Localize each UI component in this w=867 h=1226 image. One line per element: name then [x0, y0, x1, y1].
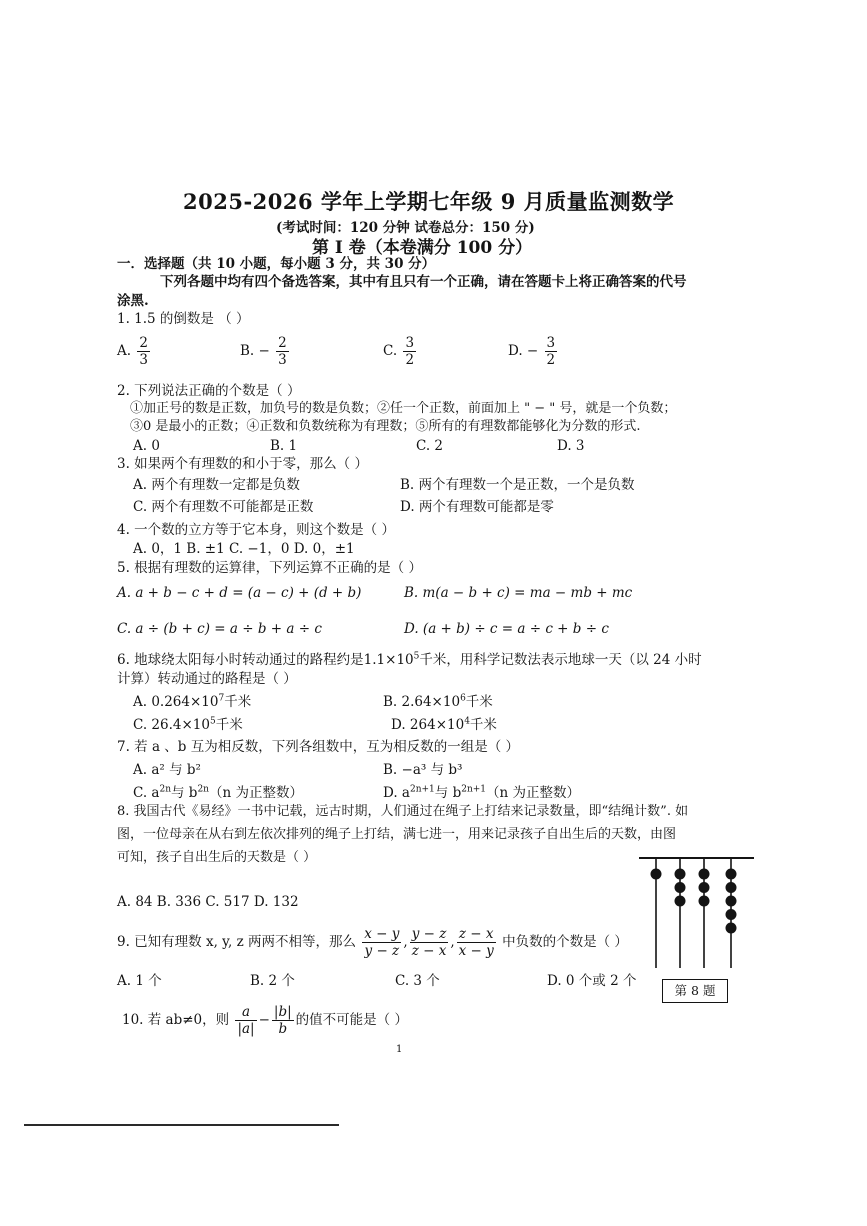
question-7-option-d: D. $a^{2n+1}$与 $b^{2n+1}(n$ 为正整数）: [383, 784, 581, 801]
fraction: $\frac{|b|}{b}$: [273, 1004, 292, 1037]
question-5-stem: 5. 根据有理数的运算律，下列运算不正确的是（ ）: [117, 560, 422, 576]
question-6-option-b: B. $2.64\times 10^6$千米: [383, 693, 493, 710]
rope-knot: [726, 869, 737, 880]
rope-knot: [726, 909, 737, 920]
question-3-option-c: C. 两个有理数不可能都是正数: [133, 499, 314, 515]
fraction: $\frac{z - x}{x - y}$: [458, 926, 494, 959]
fraction: $\frac{2}{3}$: [139, 335, 148, 368]
question-3-option-d: D. 两个有理数可能都是零: [400, 499, 554, 515]
question-1-option-a: A. $\frac{2}{3}$: [117, 335, 148, 368]
question-1-option-b: B. − $\frac{2}{3}$: [240, 335, 287, 368]
question-6-stem: 6. 地球绕太阳每小时转动通过的路程约是$1.1\times 10^5$千米，用科学记数法表示地球一天（以 24 小时: [117, 651, 702, 668]
question-9-option-b: B. 2 个: [250, 973, 295, 989]
question-1-option-d: D. − $\frac{3}{2}$: [508, 335, 556, 368]
question-6-option-d: D. $264\times 10^4$千米: [391, 716, 497, 733]
question-4-stem: 4. 一个数的立方等于它本身，则这个数是（ ）: [117, 522, 395, 538]
section-instruction: 下列各题中均有四个备选答案，其中有且只有一个正确，请在答题卡上将正确答案的代号: [160, 274, 687, 290]
rope-knot: [651, 869, 662, 880]
volume-heading: 第 I 卷（本卷满分 100 分）: [312, 238, 533, 258]
question-5-option-b: B. m(a − b + c) = ma − mb + mc: [404, 585, 633, 601]
question-6-option-c: C. $26.4\times 10^5$千米: [133, 716, 243, 733]
question-8-stem-cont-1: 图，一位母亲在从右到左依次排列的绳子上打结，满七进一，用来记录孩子自出生后的天数，由图: [117, 827, 677, 842]
question-2-option-c: C. 2: [416, 438, 444, 454]
question-3-stem: 3. 如果两个有理数的和小于零，那么（ ）: [117, 456, 368, 472]
fraction: $\frac{3}{2}$: [405, 335, 415, 368]
exam-info: (考试时间：120 分钟 试卷总分：150 分): [276, 220, 535, 236]
knot-rope-figure: [638, 852, 758, 976]
question-8-stem: 8. 我国古代《易经》一书中记载，远古时期，人们通过在绳子上打结来记录数量，即“结绳计数”. 如: [117, 804, 689, 819]
question-2-option-d: D. 3: [557, 438, 585, 454]
question-4-options: A. 0，1 B. ±1 C. −1，0 D. 0，±1: [133, 541, 355, 557]
question-9-option-d: D. 0 个或 2 个: [547, 973, 637, 989]
section-instruction-cont: 涂黑.: [117, 293, 149, 309]
question-2-statements-2: ③0 是最小的正数；④正数和负数统称为有理数；⑤所有的有理数都能够化为分数的形式.: [130, 419, 641, 434]
question-3-option-b: B. 两个有理数一个是正数，一个是负数: [400, 477, 635, 493]
question-9-option-a: A. 1 个: [117, 973, 162, 989]
question-6-stem-cont: 计算）转动通过的路程是（ ）: [117, 671, 297, 687]
figure-caption: 第 8 题: [662, 979, 728, 1003]
rope-knot: [699, 882, 710, 893]
rope-knot: [675, 882, 686, 893]
question-2-statements-1: ①加正号的数是正数，加负号的数是负数；②任一个正数，前面加上 " − " 号，就是一个负数；: [130, 401, 677, 416]
rope-knot: [675, 896, 686, 907]
rope-knot: [699, 869, 710, 880]
fraction: $\frac{2}{3}$: [278, 335, 287, 368]
question-1-stem: 1. 1.5 的倒数是 （ ）: [117, 311, 250, 327]
section-title: 一．选择题（共 10 小题，每小题 3 分，共 30 分）: [117, 256, 436, 272]
question-7-option-b: B. −a³ 与 b³: [383, 762, 463, 778]
fraction: $\frac{a}{|a|}$: [237, 1004, 255, 1037]
rope-knot: [726, 896, 737, 907]
question-2-option-a: A. 0: [133, 438, 160, 454]
rope-knot: [726, 923, 737, 934]
question-6-option-a: A. $0.264\times 10^7$千米: [133, 693, 252, 710]
question-7-option-c: C. $a^{2n}$与 $b^{2n}(n$ 为正整数）: [133, 784, 303, 801]
rope-knot: [675, 869, 686, 880]
page-number: 1: [396, 1044, 403, 1055]
question-3-option-a: A. 两个有理数一定都是负数: [133, 477, 300, 493]
question-8-options: A. 84 B. 336 C. 517 D. 132: [117, 894, 299, 910]
rope-knot: [699, 896, 710, 907]
question-1-option-c: C. $\frac{3}{2}$: [383, 335, 415, 368]
question-2-option-b: B. 1: [270, 438, 298, 454]
fraction: $\frac{x - y}{y - z}$: [364, 926, 400, 959]
question-9-stem: 9. 已知有理数 x, y, z 两两不相等，那么 $\frac{x - y}{y - z}$ , $\frac{y - z}{z - x}$ , $\frac{z - x}{x - y}$ 中负数的个数是（ ）: [117, 926, 628, 959]
question-5-option-c: C. a ÷ (b + c) = a ÷ b + a ÷ c: [117, 621, 322, 637]
question-5-option-a: A. a + b − c + d = (a − c) + (d + b): [117, 585, 362, 601]
question-5-option-d: D. (a + b) ÷ c = a ÷ c + b ÷ c: [404, 621, 609, 637]
question-7-stem: 7. 若 a 、b 互为相反数，下列各组数中，互为相反数的一组是（ ）: [117, 739, 520, 755]
question-10-stem: 10. 若 ab≠0，则 $\frac{a}{|a|}$ − $\frac{|b|}{b}$ 的值不可能是（ ）: [122, 1004, 408, 1037]
rope-knot: [726, 882, 737, 893]
question-2-stem: 2. 下列说法正确的个数是（ ）: [117, 383, 301, 399]
page-bottom-rule: [24, 1124, 339, 1126]
question-9-option-c: C. 3 个: [395, 973, 440, 989]
exam-title: 2025-2026 学年上学期七年级 9 月质量监测数学: [183, 189, 675, 214]
question-7-option-a: A. a² 与 b²: [133, 762, 201, 778]
question-8-stem-cont-2: 可知，孩子自出生后的天数是（ ）: [117, 850, 317, 865]
fraction: $\frac{3}{2}$: [546, 335, 556, 368]
fraction: $\frac{y - z}{z - x}$: [411, 926, 447, 959]
